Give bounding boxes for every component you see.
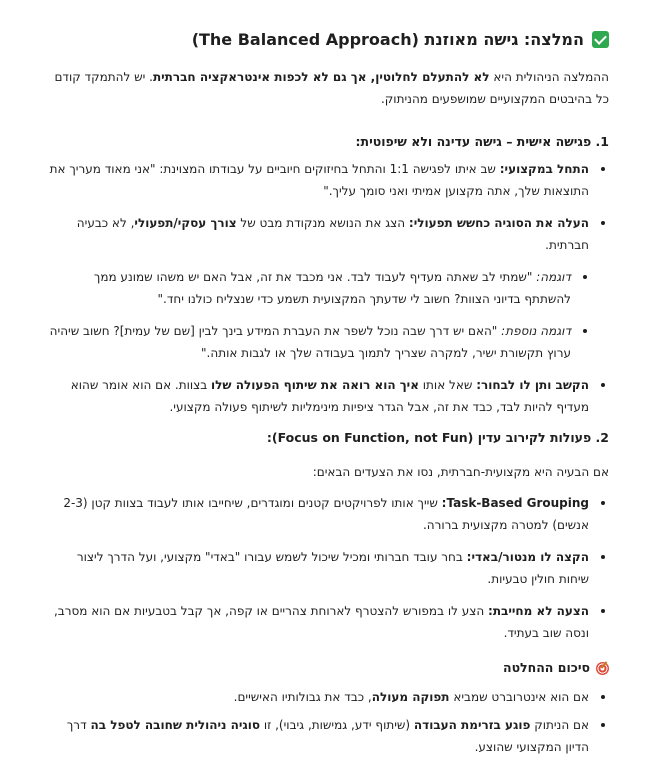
item-text: הצג את הנושא מנקודת מבט של (236, 216, 409, 230)
section-1-heading: 1. פגישה אישית – גישה עדינה ולא שיפוטית: (355, 134, 609, 149)
item-text: שייך אותו לפרויקטים קטנים ומוגדרים, שיחייבו אותו לעבוד בצוות קטן (2-3 אנשים) למטרה מקצועית ברורה. (63, 496, 589, 532)
target-icon (596, 662, 609, 675)
list-item (44, 546, 609, 590)
item-text: דרך הדיון המקצועי שהוצע. (66, 718, 589, 754)
item-bold: התחל במקצועי: (499, 162, 589, 176)
list-item (44, 492, 609, 536)
item-text: שב איתו לפגישה 1:1 והתחל בחיזוקים חיוביים על עבודתו המצוינת: "אני מאוד מעריך את התוצאות שלך, אתה מקצוען אמיתי ואני סומך עליך." (49, 162, 589, 198)
main-heading-text: המלצה: גישה מאוזנת (The Balanced Approach) (191, 30, 584, 49)
item-bold: פוגע בזרימת העבודה (413, 718, 531, 732)
item-bold: סוגיה ניהולית שחובה לטפל בה (90, 718, 261, 732)
section-2-intro: אם הבעיה היא מקצועית-חברתית, נסו את הצעדים הבאים: (312, 465, 609, 479)
section-3-heading-text: סיכום ההחלטה (502, 660, 590, 675)
section-2-heading: 2. פעולות לקירוב עדין (Focus on Function, not Fun): (266, 430, 609, 445)
item-bold: איך הוא רואה את שיתוף הפעולה שלו (211, 378, 419, 392)
item-text: "שמתי לב שאתה מעדיף לעבוד לבד. אני מכבד את זה, אבל האם יש משהו שמונע ממך להשתתף בדיוני הצוות? חשוב לי שדעתך המקצועית תשמע כדי שנצליח כולנו יחד." (93, 270, 571, 306)
section-1-list (44, 158, 609, 418)
item-bold: תפוקה מעולה (371, 690, 450, 704)
example-label: דוגמה: (536, 270, 571, 284)
list-item (44, 686, 609, 708)
item-text: הצע לו במפורש להצטרף לארוחת צהריים או קפה, אך קבל בטבעיות אם הוא מסרב, ונסה שוב בעתיד. (53, 604, 589, 640)
list-item (44, 212, 609, 256)
item-text: אם הוא אינטרוברט שמביא (449, 690, 589, 704)
item-bold: צורך עסקי/תפעולי (134, 216, 237, 230)
section-3-list (44, 686, 609, 758)
intro-text-1: ההמלצה הניהולית היא (489, 70, 609, 84)
example-label: דוגמה נוספת: (501, 324, 571, 338)
item-text: בחר עובד חברותי ומכיל שיכול לשמש עבורו "באדי" מקצועי, ועל הדרך ליצור שיחות חולין טבעיות. (76, 550, 589, 586)
item-text: , כבד את גבולותיו האישיים. (233, 690, 372, 704)
check-mark-icon (592, 31, 609, 48)
item-bold: הצעה לא מחייבת: (488, 604, 589, 618)
item-text: אם הניתוק (530, 718, 589, 732)
list-item (44, 158, 609, 202)
item-text: שאל אותו (418, 378, 477, 392)
intro-text-2: . יש להתמקד קודם כל בהיבטים המקצועיים שמושפעים מהניתוק. (54, 70, 609, 106)
item-text: בצוות. אם הוא אומר שהוא מעדיף להיות לבד, כבד את זה, אבל הגדר ציפיות מינימליות לשיתוף פעולה מקצועי. (70, 378, 589, 414)
list-item (44, 374, 609, 418)
item-bold: הקשב ותן לו לבחור: (476, 378, 589, 392)
section-2-list (44, 492, 609, 644)
item-bold: הקצה לו מנטור/באדי: (466, 550, 589, 564)
list-item (44, 600, 609, 644)
list-item (44, 266, 609, 310)
section-3-heading (44, 660, 609, 675)
list-item (44, 714, 609, 758)
item-text: "האם יש דרך שבה נוכל לשפר את העברת המידע בינך לבין [שם של עמית]? חשוב שיהיה ערוץ תקשורת ישיר, למקרה שצריך לתמוך בעבודה שלך או לגבות אותה." (49, 324, 571, 360)
intro-bold: לא להתעלם לחלוטין, אך גם לא לכפות אינטראקציה חברתית (152, 70, 490, 84)
intro-paragraph (44, 66, 609, 110)
list-item (44, 320, 609, 364)
item-text: (שיתוף ידע, גמישות, גיבוי), זו (260, 718, 414, 732)
item-bold: Task-Based Grouping: (441, 496, 589, 510)
main-heading (44, 30, 609, 49)
item-bold: העלה את הסוגיה כחשש תפעולי: (408, 216, 589, 230)
item-text: , לא כבעיה חברתית. (76, 216, 589, 252)
